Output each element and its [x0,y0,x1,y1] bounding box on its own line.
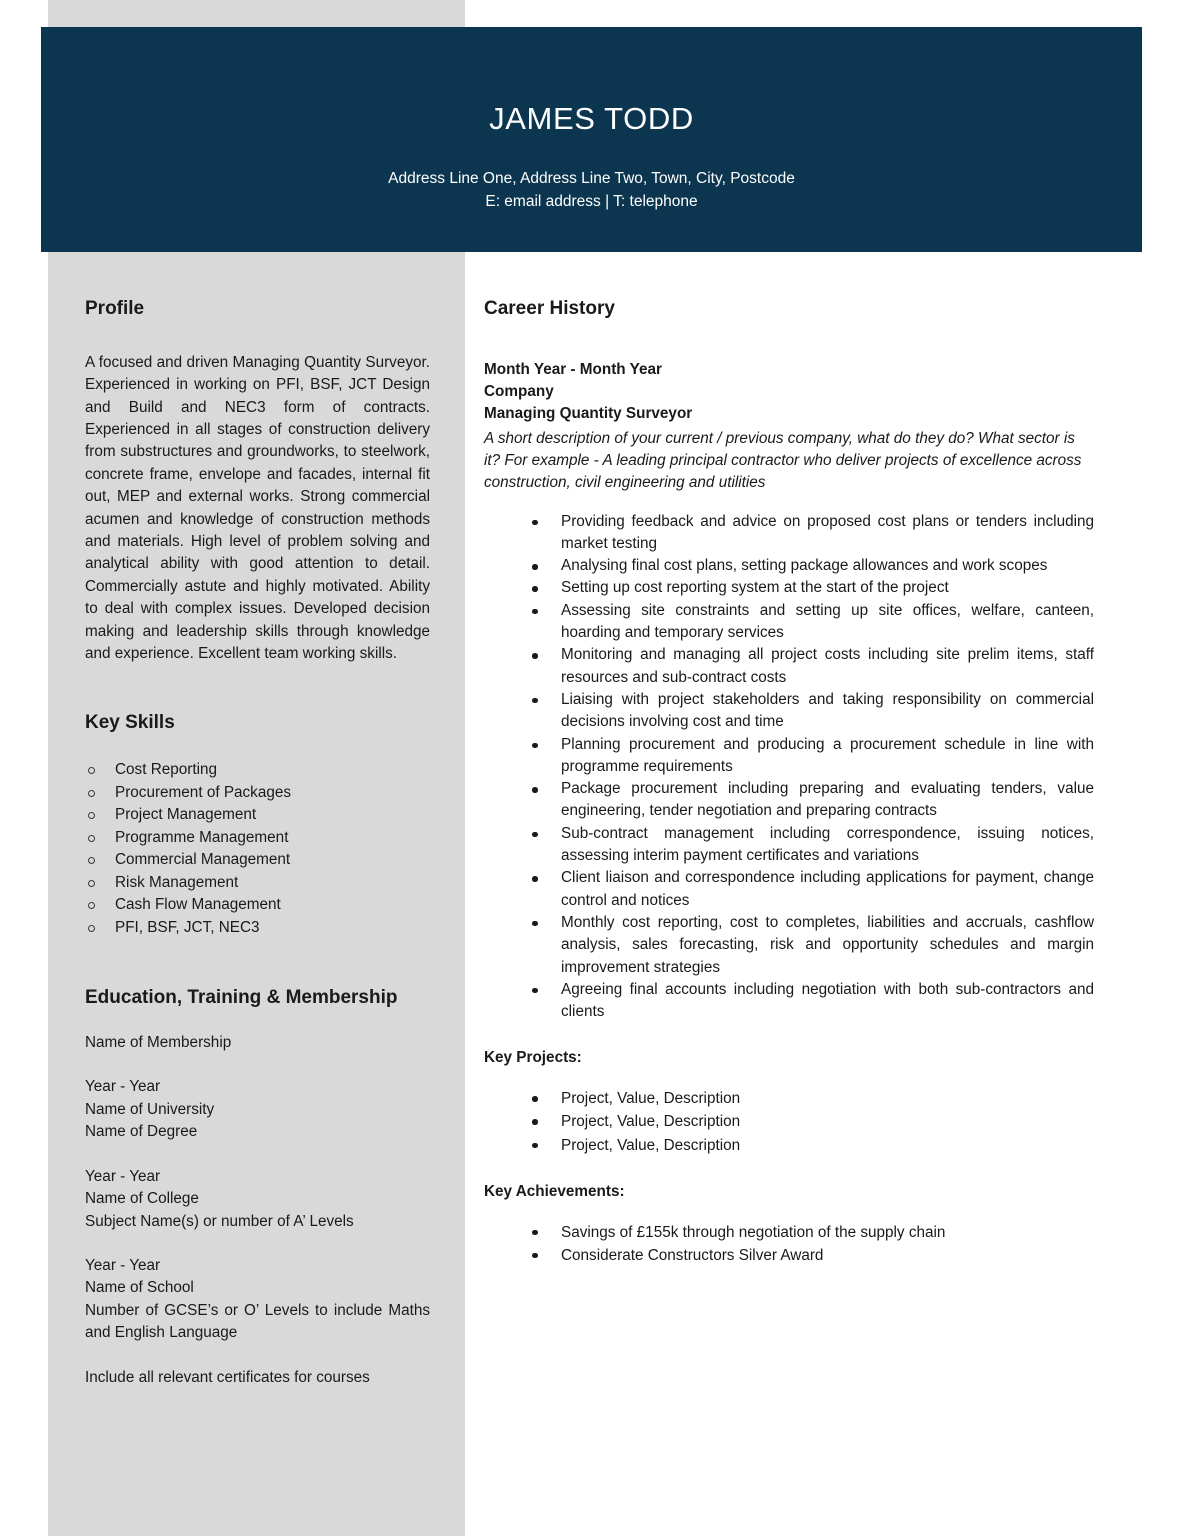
job-title: Managing Quantity Surveyor [484,405,693,423]
key-project-item-label: Project, Value, Description [561,1136,741,1154]
dot-bullet-icon [532,988,538,994]
key-projects-list [484,1087,1094,1157]
dot-bullet-icon [532,586,538,592]
dot-bullet-icon [532,520,538,526]
key-skill-item-label: Risk Management [115,873,239,891]
job-duty-item-label: Setting up cost reporting system at the start of the project [561,579,949,597]
key-achievement-item-label: Savings of £155k through negotiation of the supply chain [561,1223,946,1241]
dot-bullet-icon [532,1230,538,1236]
circle-outline-bullet-icon [88,925,95,932]
education-line: Subject Name(s) or number of A’ Levels [85,1212,354,1230]
key-skill-item-label: Project Management [115,806,257,824]
key-project-item [484,1087,1094,1110]
job-duty-item [484,734,1094,779]
job-duty-item [484,979,1094,1024]
key-skill-item [85,917,430,940]
education-line: Year - Year [85,1167,161,1185]
key-skill-item [85,849,430,872]
job-duty-item-label: Monitoring and managing all project costs including site prelim items, staff resources and sub-contract costs [561,646,1094,686]
education-block [85,1255,430,1345]
key-skill-item-label: Cash Flow Management [115,896,281,914]
key-skill-item [85,804,430,827]
key-project-item-label: Project, Value, Description [561,1113,741,1131]
dot-bullet-icon [532,1119,538,1125]
cv-header-banner [41,27,1142,252]
education-line: Name of College [85,1190,199,1208]
key-project-item [484,1134,1094,1157]
key-project-item [484,1110,1094,1133]
job-dates: Month Year - Month Year [484,360,662,378]
dot-bullet-icon [532,832,538,838]
key-skill-item [85,782,430,805]
key-achievement-item [484,1244,1094,1267]
dot-bullet-icon [532,876,538,882]
job-duty-item-label: Analysing final cost plans, setting package allowances and work scopes [561,557,1048,575]
key-skill-item [85,759,430,782]
circle-outline-bullet-icon [88,835,95,842]
job-duty-item [484,689,1094,734]
education-line: Name of Degree [85,1123,198,1141]
job-duty-item [484,555,1094,577]
education-line: Name of Membership [85,1034,232,1052]
education-heading: Education, Training & Membership [85,987,398,1009]
job-duty-item-label: Monthly cost reporting, cost to completes, liabilities and accruals, cashflow analysis, sales forecasting, risk and opportunity schedules and margin improvement strategies [561,913,1094,976]
dot-bullet-icon [532,921,538,927]
education-line: Name of University [85,1100,215,1118]
job-duty-item-label: Client liaison and correspondence including applications for payment, change control and notices [561,869,1094,909]
sidebar-column [85,298,430,1389]
profile-heading: Profile [85,298,145,319]
key-skill-item-label: Commercial Management [115,851,291,869]
key-skills-heading: Key Skills [85,712,175,734]
education-blocks [85,1032,430,1389]
key-skills-list [85,759,430,939]
job-duty-item [484,912,1094,979]
education-line: Name of School [85,1279,194,1297]
career-history-heading: Career History [484,298,615,319]
education-line: Number of GCSE’s or O’ Levels to include Maths and English Language [85,1301,430,1342]
job-duty-item-label: Package procurement including preparing and evaluating tenders, value engineering, tender negotiation and preparing contracts [561,780,1094,820]
job-duty-item-label: Planning procurement and producing a procurement schedule in line with programme requirements [561,735,1094,775]
education-block [85,1032,430,1054]
dot-bullet-icon [532,1096,538,1102]
dot-bullet-icon [532,1253,538,1259]
dot-bullet-icon [532,743,538,749]
education-block [85,1166,430,1233]
education-block [85,1076,430,1143]
job-company: Company [484,383,554,401]
circle-outline-bullet-icon [88,880,95,887]
main-column [484,298,1094,1267]
key-project-item-label: Project, Value, Description [561,1090,741,1108]
job-duty-item [484,823,1094,868]
dot-bullet-icon [532,564,538,570]
circle-outline-bullet-icon [88,767,95,774]
dot-bullet-icon [532,698,538,704]
job-entry-header [484,359,1094,426]
dot-bullet-icon [532,1143,538,1149]
job-duty-item-label: Liaising with project stakeholders and taking responsibility on commercial decisions involving cost and time [561,690,1094,731]
dot-bullet-icon [532,653,538,659]
key-projects-heading: Key Projects: [484,1049,582,1067]
key-achievements-heading: Key Achievements: [484,1182,625,1200]
job-duty-item-label: Assessing site constraints and setting up site offices, welfare, canteen, hoarding and temporary services [561,601,1094,642]
job-duty-item-label: Agreeing final accounts including negotiation with both sub-contractors and clients [561,980,1094,1021]
key-skill-item-label: Cost Reporting [115,761,218,779]
circle-outline-bullet-icon [88,857,95,864]
key-achievements-list [484,1221,1094,1267]
circle-outline-bullet-icon [88,902,95,909]
key-skill-item-label: Procurement of Packages [115,783,292,801]
key-skill-item-label: PFI, BSF, JCT, NEC3 [115,918,260,936]
job-duty-item [484,577,1094,599]
circle-outline-bullet-icon [88,790,95,797]
education-block [85,1367,430,1389]
key-skill-item [85,894,430,917]
job-duty-item [484,644,1094,689]
key-skill-item [85,872,430,895]
job-duty-item [484,511,1094,556]
job-duty-item [484,867,1094,912]
education-line: Year - Year [85,1078,161,1096]
education-line: Year - Year [85,1256,161,1274]
candidate-contact: E: email address | T: telephone [485,193,698,210]
circle-outline-bullet-icon [88,812,95,819]
job-duty-item [484,600,1094,645]
job-duty-item [484,778,1094,823]
dot-bullet-icon [532,787,538,793]
key-skill-item-label: Programme Management [115,828,289,846]
profile-text: A focused and driven Managing Quantity Surveyor. Experienced in working on PFI, BSF, JCT Design and Build and NEC3 form of contracts. Experienced in all stages of construction delivery from substructures and groundworks, to steelwork, concrete frame, envelope and facades, internal fit out, MEP and external works. Strong commercial acumen and knowledge of construction methods and materials. High level of problem solving and analytical ability with good attention to detail. Commercially astute and highly motivated. Ability to deal with complex issues. Developed decision making and leadership skills through knowledge and experience. Excellent team working skills. [85,353,430,663]
dot-bullet-icon [532,609,538,615]
key-achievement-item-label: Considerate Constructors Silver Award [561,1246,824,1264]
candidate-address: Address Line One, Address Line Two, Town, City, Postcode [388,170,795,187]
education-line: Include all relevant certificates for courses [85,1368,370,1386]
job-duties-list [484,511,1094,1024]
job-duty-item-label: Providing feedback and advice on proposed cost plans or tenders including market testing [561,512,1094,552]
job-company-description: A short description of your current / previous company, what do they do? What sector is it? For example - A leading principal contractor who deliver projects of excellence across construction, civil engineering and utilities [484,429,1082,492]
key-achievement-item [484,1221,1094,1244]
key-skill-item [85,827,430,850]
candidate-name: JAMES TODD [489,101,694,136]
job-duty-item-label: Sub-contract management including correspondence, issuing notices, assessing interim payment certificates and variations [561,824,1094,865]
